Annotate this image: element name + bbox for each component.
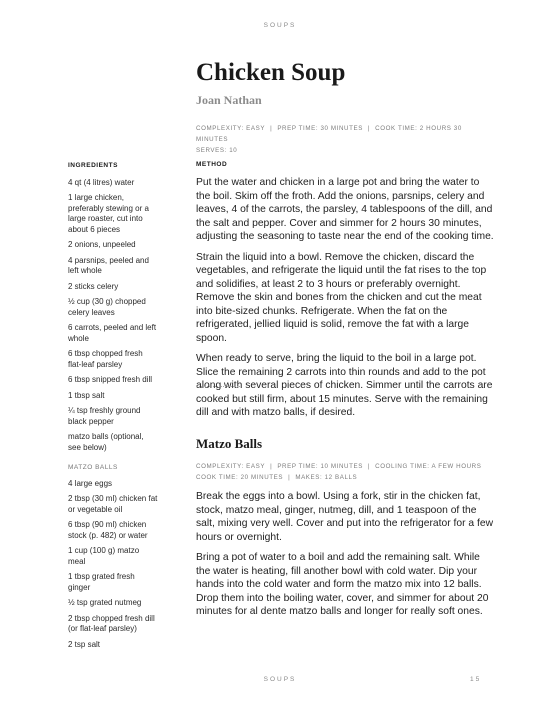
- matzo-meta-line-2: [196, 472, 496, 483]
- ingredient-item: 1 tbsp grated fresh ginger: [68, 572, 135, 592]
- method-paragraph: Strain the liquid into a bowl. Remove the chicken, discard the vegetables, and refrigerate the liquid until the fat rises to the top and solidifies, at least 2 to 3 hours or preferably overnight. Remove the skin and bones from the chicken and cut the meat into bite-sized chunks. Refrigerate. When the fat on the refrigerated, jellied liquid is solid, remove the fat with a large spoon.: [196, 251, 487, 344]
- serves-info: SERVES: 10: [196, 147, 238, 154]
- recipe-author: Joan Nathan: [196, 93, 262, 107]
- ingredient-item: 2 tbsp (30 ml) chicken fat or vegetable oil: [68, 494, 158, 514]
- meta-separator: |: [367, 463, 371, 470]
- section-divider: [196, 386, 240, 387]
- ingredient-item: 2 tbsp chopped fresh dill (or flat-leaf parsley): [68, 613, 155, 633]
- ingredient-item: 2 onions, unpeeled: [68, 240, 136, 249]
- ingredient-item: 1 cup (100 g) matzo meal: [68, 546, 140, 566]
- recipe-meta-line-1: [196, 123, 496, 145]
- ingredient-item: 1 large chicken, preferably stewing or a large roaster, cut into about 6 pieces: [68, 193, 149, 234]
- ingredient-item: 6 tbsp snipped fresh dill: [68, 375, 153, 384]
- recipe-meta: [196, 123, 496, 156]
- page-number: 15: [470, 676, 482, 683]
- ingredient-item: 6 tbsp (90 ml) chicken stock (p. 482) or water: [68, 520, 148, 540]
- ingredient-item: 6 carrots, peeled and left whole: [68, 323, 157, 343]
- running-head: SOUPS: [263, 22, 297, 29]
- matzo-method-body: [196, 490, 496, 626]
- ingredients-heading: INGREDIENTS: [68, 162, 118, 169]
- ingredients-sidebar: [68, 161, 158, 655]
- ingredient-item: 4 large eggs: [68, 478, 113, 488]
- ingredients-list: [68, 178, 158, 454]
- ingredient-item: 4 parsnips, peeled and left whole: [68, 255, 149, 275]
- ingredient-item: ½ cup (30 g) chopped celery leaves: [68, 297, 146, 317]
- method-paragraph: Bring a pot of water to a boil and add the remaining salt. While the water is heating, fill another bowl with cold water. Dip your hands into the cold water and form the matzo mix into 12 balls. Drop them into the boiling water, cover, and simmer for about 20 minutes for al dente matzo balls and longer for really soft ones.: [196, 552, 489, 617]
- method-paragraph: Break the eggs into a bowl. Using a fork, stir in the chicken fat, stock, matzo meal, ginger, nutmeg, dill, and 1 teaspoon of the salt, mixing very well. Cover and put into the refrigerator for a few hours or overnight.: [196, 491, 494, 543]
- ingredient-item: 1 tbsp salt: [68, 390, 105, 400]
- matzo-balls-title: Matzo Balls: [196, 436, 263, 451]
- meta-separator: |: [367, 125, 371, 132]
- cook-time-info: COOK TIME: 2 HOURS 30 MINUTES: [196, 125, 462, 143]
- meta-separator: |: [288, 474, 291, 481]
- ingredient-item: 6 tbsp chopped fresh flat-leaf parsley: [68, 349, 143, 369]
- ingredient-item: ¼ tsp freshly ground black pepper: [68, 406, 141, 426]
- ingredient-item: matzo balls (optional, see below): [68, 432, 144, 452]
- ingredient-item: 4 qt (4 litres) water: [68, 177, 135, 187]
- meta-separator: |: [270, 463, 273, 470]
- prep-time-info: PREP TIME: 10 MINUTES: [277, 463, 363, 470]
- ingredient-item: 2 tsp salt: [68, 639, 101, 649]
- cooling-time-info: COOLING TIME: A FEW HOURS: [375, 463, 482, 470]
- cook-time-info: COOK TIME: 20 MINUTES: [196, 474, 284, 481]
- recipe-title: Chicken Soup: [196, 59, 346, 86]
- complexity-info: COMPLEXITY: EASY: [196, 125, 266, 132]
- method-body: [196, 176, 496, 427]
- matzo-ingredients-list: [68, 479, 158, 651]
- ingredient-item: ½ tsp grated nutmeg: [68, 598, 142, 607]
- method-paragraph: When ready to serve, bring the liquid to the boil in a large pot. Slice the remaining 2 carrots into thin rounds and add to the pot along with several pieces of chicken. Simmer until the carrots are cooked but still firm, about 15 minutes. Serve with the remaining dill and with matzo balls, if desired.: [196, 353, 493, 418]
- footer-section: SOUPS: [263, 676, 297, 683]
- recipe-meta-line-2: [196, 145, 496, 156]
- complexity-info: COMPLEXITY: EASY: [196, 463, 266, 470]
- matzo-ingredients-heading: MATZO BALLS: [68, 464, 118, 471]
- method-paragraph: Put the water and chicken in a large pot and bring the water to the boil. Skim off the froth. Add the onions, parsnips, celery and leaves, 4 of the carrots, the parsley, 4 tablespoons of the dill, and the salt and pepper. Cover and simmer for 2 hours 30 minutes, adjusting the seasoning to taste near the end of the cooking time.: [196, 177, 494, 242]
- meta-separator: |: [270, 125, 273, 132]
- method-heading: METHOD: [196, 161, 228, 168]
- makes-info: MAKES: 12 BALLS: [295, 474, 358, 481]
- matzo-meta: [196, 461, 496, 483]
- ingredient-item: 2 sticks celery: [68, 281, 119, 291]
- prep-time-info: PREP TIME: 30 MINUTES: [277, 125, 363, 132]
- matzo-meta-line-1: [196, 461, 496, 472]
